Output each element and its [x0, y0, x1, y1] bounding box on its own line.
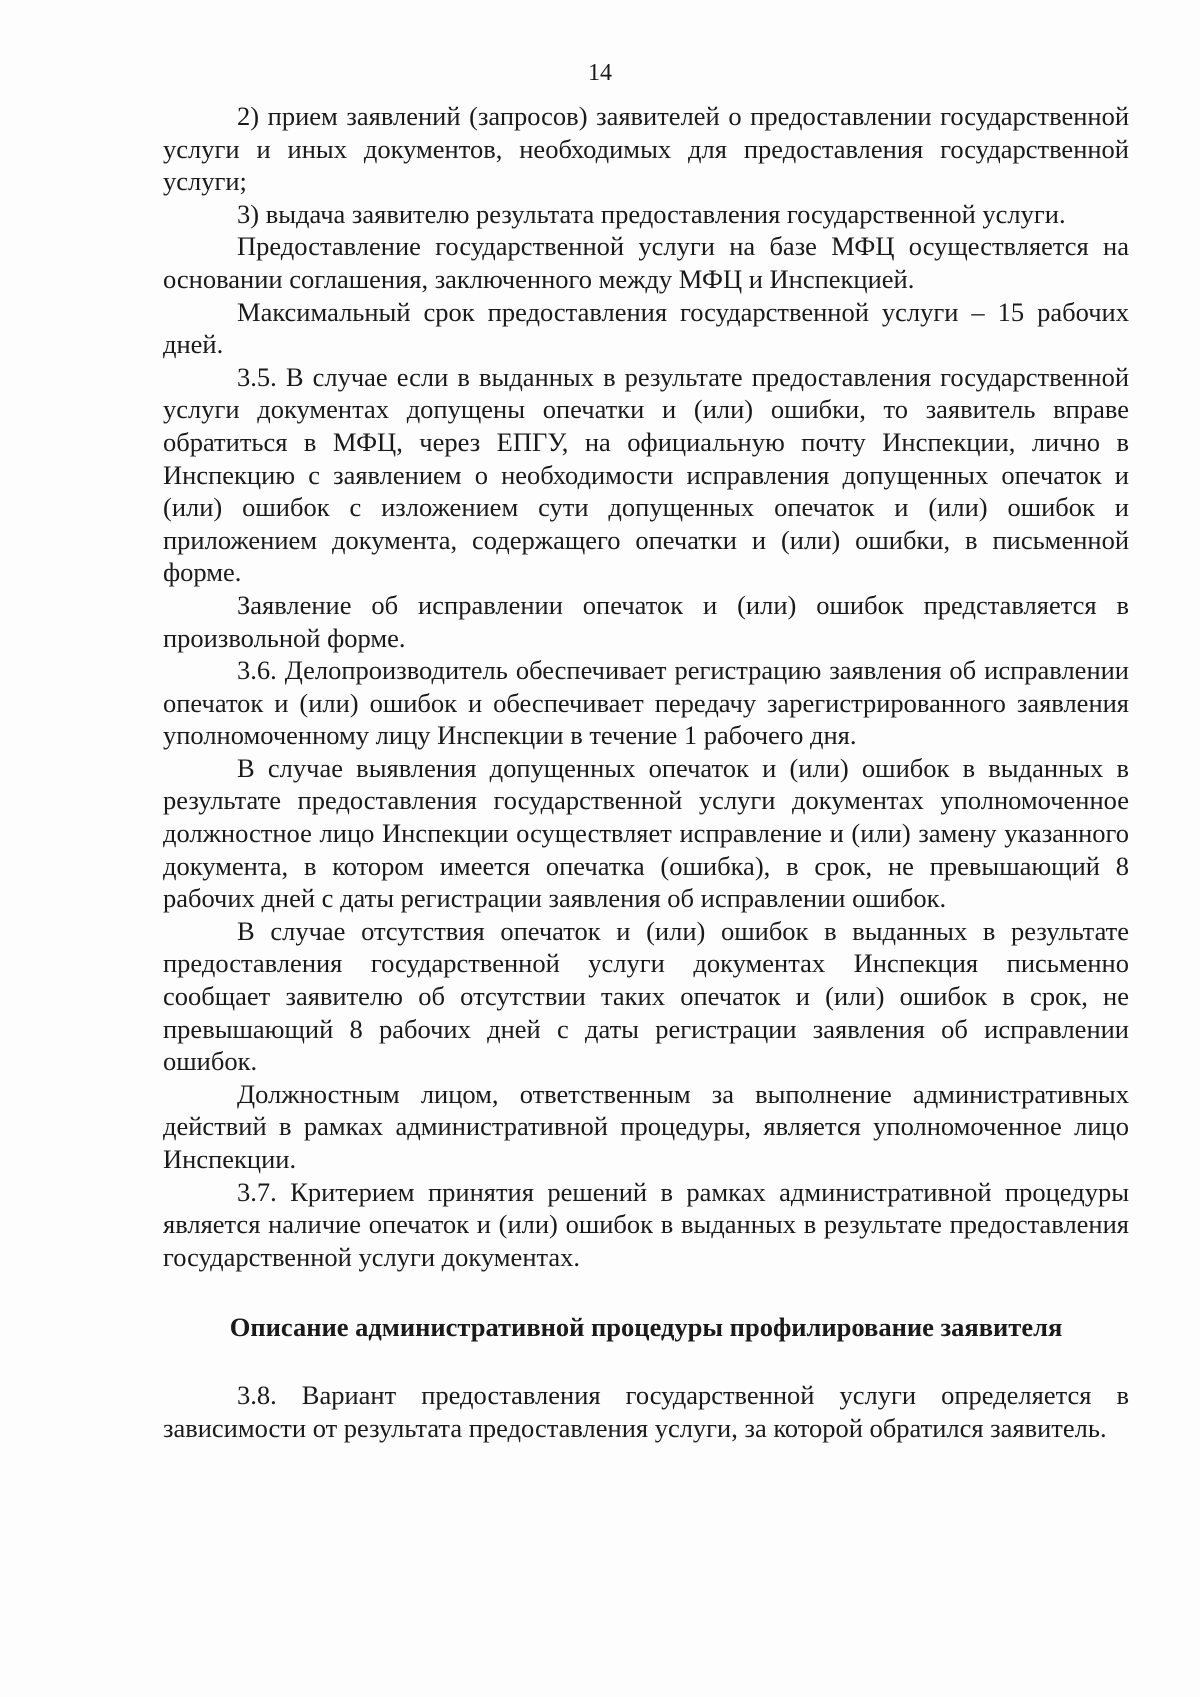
- section-heading: Описание административной процедуры профилирование заявителя: [229, 1312, 1063, 1343]
- paragraph-mfc-basis: Предоставление государственной услуги на базе МФЦ осуществляется на основании соглашения, заключенного между МФЦ и Инспекцией.: [163, 231, 1129, 294]
- paragraph-errors-absent: В случае отсутствия опечаток и (или) ошибок в выданных в результате предоставления государственной услуги документах Инспекция письменно сообщает заявителю об отсутствии таких опечаток и (или) ошибок в срок, не превышающий 8 рабочих дней с даты регистрации заявления об исправлении ошибок.: [163, 915, 1129, 1077]
- paragraph-application-form: Заявление об исправлении опечаток и (или) ошибок представляется в произвольной форме.: [163, 589, 1129, 653]
- paragraph-item-3: 3) выдача заявителю результата предоставления государственной услуги.: [237, 198, 1066, 229]
- paragraph-responsible-person: Должностным лицом, ответственным за выполнение административных действий в рамках административной процедуры, является уполномоченное лицо Инспекции.: [163, 1078, 1129, 1174]
- paragraph-3-5: 3.5. В случае если в выданных в результате предоставления государственной услуги документах допущены опечатки и (или) ошибки, то заявитель вправе обратиться в МФЦ, через ЕПГУ, на официальную почту Инспекции, лично в Инспекцию с заявлением о необходимости исправления допущенных опечаток и (или) ошибок с изложением сути допущенных опечаток и (или) ошибок и приложением документа, содержащего опечатки и (или) ошибки, в письменной форме.: [163, 361, 1129, 588]
- paragraph-errors-found: В случае выявления допущенных опечаток и (или) ошибок в выданных в результате предоставления государственной услуги документах уполномоченное должностное лицо Инспекции осуществляет исправление и (или) замену указанного документа, в котором имеется опечатка (ошибка), в срок, не превышающий 8 рабочих дней с даты регистрации заявления об исправлении ошибок.: [163, 752, 1129, 914]
- paragraph-3-7: 3.7. Критерием принятия решений в рамках административной процедуры является наличие опечаток и (или) ошибок в выданных в результате предоставления государственной услуги документах.: [163, 1176, 1129, 1272]
- paragraph-3-8: 3.8. Вариант предоставления государственной услуги определяется в зависимости от результата предоставления услуги, за которой обратился заявитель.: [163, 1380, 1129, 1443]
- page-number: 14: [588, 60, 612, 86]
- paragraph-item-2: 2) прием заявлений (запросов) заявителей о предоставлении государственной услуги и иных документов, необходимых для предоставления государственной услуги;: [163, 101, 1129, 197]
- paragraph-max-term: Максимальный срок предоставления государственной услуги – 15 рабочих дней.: [163, 296, 1129, 360]
- paragraph-3-6: 3.6. Делопроизводитель обеспечивает регистрацию заявления об исправлении опечаток и (или) ошибок и обеспечивает передачу зарегистрированного заявления уполномоченному лицу Инспекции в течение 1 рабочего дня.: [163, 655, 1129, 751]
- document-body: [163, 100, 1129, 1445]
